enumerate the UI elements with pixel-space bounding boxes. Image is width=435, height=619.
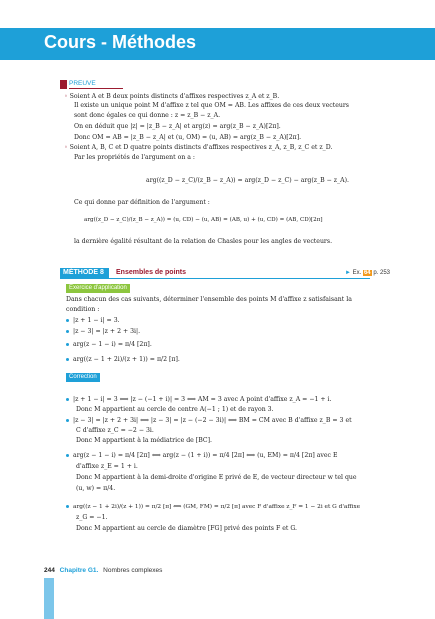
bullet-icon [66, 330, 69, 333]
exercise-item-4: arg((z − 1 + 2i)/(z + 1)) = π/2 [π]. [66, 356, 180, 364]
correction-tag: Correction [66, 373, 100, 382]
footer [44, 567, 162, 574]
bullet-icon [66, 398, 69, 401]
preuve-line-9: la dernière égalité résultant de la relation de Chasles pour les angles de vecteurs. [74, 238, 333, 245]
exercise-item-1: |z + 1 − i| = 3. [66, 317, 120, 325]
preuve-line-7: Par les propriétés de l'argument on a : [74, 154, 196, 161]
header-banner [0, 28, 435, 60]
correction-line-5: Donc M appartient à la médiatrice de [BC]. [76, 437, 212, 444]
preuve-line-1: ◦ Soient A et B deux points distincts d'affixes respectives z_A et z_B. [64, 93, 280, 100]
preuve-line-6: ◦ Soient A, B, C et D quatre points distincts d'affixes respectives z_A, z_B, z_C et z_D. [64, 144, 333, 151]
correction-line-1: |z + 1 − i| = 3 ⟺ |z − (−1 + i)| = 3 ⟺ AM = 3 avec A point d'affixe z_A = −1 + i. [66, 396, 332, 404]
exercise-intro-2: condition : [66, 306, 100, 313]
bullet-icon [66, 419, 69, 422]
footer-color-bar [44, 578, 54, 619]
bullet-icon [66, 358, 69, 361]
preuve-formula-1: arg((z_D − z_C)/(z_B − z_A)) = arg(z_D − z_C) − arg(z_B − z_A). [146, 177, 349, 184]
page-title: Cours - Méthodes [44, 32, 197, 52]
bullet-icon [66, 319, 69, 322]
bullet-icon [66, 343, 69, 346]
chapter-label: Chapitre G1. [59, 567, 99, 574]
play-triangle-icon: ► [345, 270, 351, 276]
exercise-intro: Dans chacun des cas suivants, déterminer l'ensemble des points M d'affixe z satisfaisant la [66, 296, 352, 303]
correction-line-8: Donc M appartient à la demi-droite d'origine E privé de E, de vecteur directeur w tel que [76, 474, 357, 481]
correction-line-11: z_G = −1. [76, 514, 108, 521]
correction-line-7: d'affixe z_E = 1 + i. [76, 463, 138, 470]
bullet-icon [66, 505, 69, 508]
preuve-line-3: sont donc égales ce qui donne : z = z_B − z_A. [74, 112, 221, 119]
ex-number: 64 [363, 270, 371, 276]
preuve-formula-2: arg((z_D − z_C)/(z_B − z_A)) = (u, CD) − (u, AB) = (AB, u) + (u, CD) = (AB, CD)[2π] [84, 217, 323, 223]
preuve-line-4: On en déduit que |z| = |z_B − z_A| et arg(z) = arg(z_B − z_A)[2π]. [74, 123, 281, 130]
preuve-line-8: Ce qui donne par définition de l'argument : [74, 199, 210, 206]
preuve-line-5: Donc OM = AB = |z_B − z_A| et (u, OM) = (u, AB) = arg(z_B − z_A)[2π]. [74, 134, 302, 141]
preuve-label: PREUVE [69, 80, 123, 89]
exercise-tag: Exercice d'application [66, 284, 130, 293]
correction-line-2: Donc M appartient au cercle de centre A(−1 ; 1) et de rayon 3. [76, 406, 274, 413]
exercise-item-2: |z − 3| = |z + 2 + 3i|. [66, 328, 140, 336]
method-number: MÉTHODE 8 [60, 268, 109, 278]
preuve-flag-icon [60, 80, 67, 89]
exercise-reference[interactable] [345, 268, 390, 278]
page-number: 244 [44, 567, 55, 574]
exercise-item-3: arg(z − 1 − i) = π/4 [2π]. [66, 341, 152, 349]
bullet-icon [66, 454, 69, 457]
correction-line-9: (u, w) = π/4. [76, 485, 116, 492]
correction-line-3: |z − 3| = |z + 2 + 3i| ⟺ |z − 3| = |z − (−2 − 3i)| ⟺ BM = CM avec B d'affixe z_B = 3 et [66, 417, 352, 425]
ex-page: p. 253 [373, 270, 391, 276]
correction-line-12: Donc M appartient au cercle de diamètre [FG] privé des points F et G. [76, 525, 298, 532]
method-title: Ensembles de points [116, 269, 187, 276]
method-divider [60, 278, 370, 279]
chapter-name: Nombres complexes [103, 567, 163, 574]
correction-line-10: arg((z − 1 + 2i)/(z + 1)) = π/2 [π] ⟺ (GM, FM) = π/2 [π] avec F d'affixe z_F = 1 − 2i et G d'affixe [66, 503, 360, 511]
correction-line-4: C d'affixe z_C = −2 − 3i. [76, 427, 154, 434]
preuve-line-2: Il existe un unique point M d'affixe z tel que OM = AB. Les affixes de ces deux vecteurs [74, 102, 349, 109]
ex-prefix: Ex. [352, 270, 362, 276]
correction-line-6: arg(z − 1 − i) = π/4 [2π] ⟺ arg(z − (1 + i)) = π/4 [2π] ⟺ (u, EM) = π/4 [2π] avec E [66, 452, 338, 460]
